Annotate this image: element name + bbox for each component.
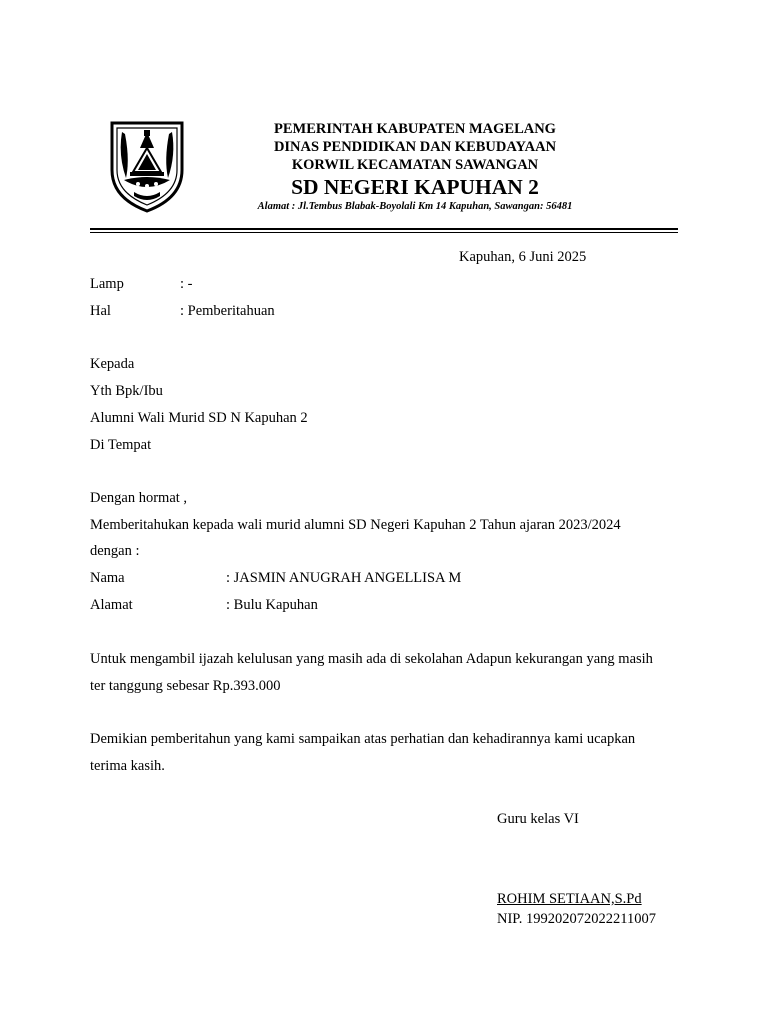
signature-role: Guru kelas VI <box>497 811 579 827</box>
address-value: : Bulu Kapuhan <box>226 597 318 613</box>
address-label: Alamat <box>90 597 133 613</box>
recipient-line-1: Kepada <box>90 356 135 372</box>
recipient-line-2: Yth Bpk/Ibu <box>90 383 163 399</box>
recipient-line-4: Di Tempat <box>90 437 152 453</box>
letterhead-line-1: PEMERINTAH KABUPATEN MAGELANG <box>274 121 556 137</box>
paragraph-2-line-2: ter tanggung sebesar Rp.393.000 <box>90 678 281 694</box>
lamp-value: : - <box>180 276 193 292</box>
greeting: Dengan hormat , <box>90 490 188 506</box>
hal-value: : Pemberitahuan <box>180 303 275 319</box>
name-value: : JASMIN ANUGRAH ANGELLISA M <box>226 570 462 586</box>
letterhead-line-3: KORWIL KECAMATAN SAWANGAN <box>291 157 539 173</box>
paragraph-3-line-2: terima kasih. <box>90 758 165 774</box>
letter-date: Kapuhan, 6 Juni 2025 <box>459 249 587 265</box>
school-name: SD NEGERI KAPUHAN 2 <box>291 175 539 199</box>
signature-nip: NIP. 199202072022211007 <box>497 911 656 927</box>
letterhead-rule-thin <box>90 232 678 233</box>
letterhead-line-2: DINAS PENDIDIKAN DAN KEBUDAYAAN <box>273 139 557 155</box>
hal-label: Hal <box>90 303 111 319</box>
paragraph-2-line-1: Untuk mengambil ijazah kelulusan yang masih ada di sekolahan Adapun kekurangan yang masih <box>90 651 653 667</box>
name-label: Nama <box>90 570 125 586</box>
signature-name: ROHIM SETIAAN,S.Pd <box>497 891 642 907</box>
lamp-label: Lamp <box>90 276 124 292</box>
paragraph-3-line-1: Demikian pemberitahun yang kami sampaikan atas perhatian dan kehadirannya kami ucapkan <box>90 731 636 747</box>
letterhead-rule-thick <box>90 228 678 230</box>
recipient-line-3: Alumni Wali Murid SD N Kapuhan 2 <box>90 410 308 426</box>
school-address: Alamat : Jl.Tembus Blabak-Boyolali Km 14 Kapuhan, Sawangan: 56481 <box>257 201 573 212</box>
intro-line-2: dengan : <box>90 543 140 559</box>
intro-line-1: Memberitahukan kepada wali murid alumni SD Negeri Kapuhan 2 Tahun ajaran 2023/2024 <box>90 517 621 533</box>
